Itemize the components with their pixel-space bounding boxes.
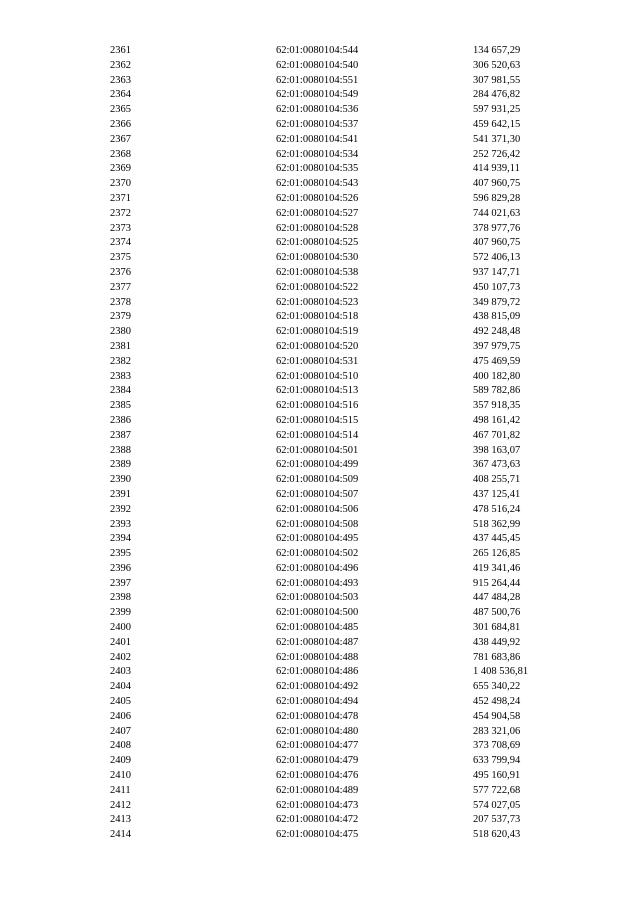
cadastral-number: 62:01:0080104:475	[276, 829, 359, 841]
table-row	[0, 532, 640, 547]
cadastral-number: 62:01:0080104:496	[276, 562, 359, 574]
cadastral-number: 62:01:0080104:537	[276, 118, 359, 130]
table-row	[0, 74, 640, 89]
cadastral-value: 1 408 536,81	[473, 666, 529, 678]
cadastral-number: 62:01:0080104:531	[276, 355, 359, 367]
row-number: 2394	[110, 533, 131, 545]
row-number: 2375	[110, 252, 131, 264]
row-number: 2382	[110, 355, 131, 367]
cadastral-value-table	[0, 44, 640, 843]
row-number: 2386	[110, 414, 131, 426]
row-number: 2383	[110, 370, 131, 382]
cadastral-value: 596 829,28	[473, 192, 521, 204]
cadastral-number: 62:01:0080104:535	[276, 163, 359, 175]
table-row	[0, 665, 640, 680]
table-row	[0, 59, 640, 74]
table-row	[0, 754, 640, 769]
cadastral-value: 459 642,15	[473, 118, 521, 130]
table-row	[0, 192, 640, 207]
cadastral-number: 62:01:0080104:501	[276, 444, 359, 456]
row-number: 2378	[110, 296, 131, 308]
row-number: 2412	[110, 799, 131, 811]
cadastral-number: 62:01:0080104:495	[276, 533, 359, 545]
table-row	[0, 577, 640, 592]
table-row	[0, 458, 640, 473]
cadastral-value: 438 449,92	[473, 636, 521, 648]
table-row	[0, 429, 640, 444]
row-number: 2403	[110, 666, 131, 678]
cadastral-number: 62:01:0080104:540	[276, 59, 359, 71]
table-row	[0, 518, 640, 533]
cadastral-number: 62:01:0080104:479	[276, 755, 359, 767]
row-number: 2371	[110, 192, 131, 204]
cadastral-number: 62:01:0080104:526	[276, 192, 359, 204]
cadastral-value: 134 657,29	[473, 45, 521, 56]
table-row	[0, 725, 640, 740]
table-row	[0, 488, 640, 503]
cadastral-value: 518 362,99	[473, 518, 521, 530]
cadastral-value: 478 516,24	[473, 503, 521, 515]
cadastral-value: 781 683,86	[473, 651, 521, 663]
cadastral-number: 62:01:0080104:503	[276, 592, 359, 604]
cadastral-value: 307 981,55	[473, 74, 521, 86]
cadastral-number: 62:01:0080104:473	[276, 799, 359, 811]
table-row	[0, 414, 640, 429]
table-row	[0, 296, 640, 311]
row-number: 2373	[110, 222, 131, 234]
row-number: 2361	[110, 45, 131, 56]
table-row	[0, 355, 640, 370]
cadastral-value: 744 021,63	[473, 207, 521, 219]
cadastral-value: 400 182,80	[473, 370, 521, 382]
cadastral-value: 915 264,44	[473, 577, 521, 589]
row-number: 2396	[110, 562, 131, 574]
cadastral-number: 62:01:0080104:516	[276, 400, 359, 412]
row-number: 2372	[110, 207, 131, 219]
cadastral-value: 301 684,81	[473, 622, 521, 634]
cadastral-value: 284 476,82	[473, 89, 521, 101]
cadastral-value: 398 163,07	[473, 444, 521, 456]
cadastral-number: 62:01:0080104:513	[276, 385, 359, 397]
cadastral-number: 62:01:0080104:472	[276, 814, 359, 826]
table-row	[0, 177, 640, 192]
row-number: 2409	[110, 755, 131, 767]
cadastral-number: 62:01:0080104:536	[276, 104, 359, 116]
cadastral-value: 438 815,09	[473, 311, 521, 323]
table-row	[0, 281, 640, 296]
table-row	[0, 340, 640, 355]
cadastral-value: 437 125,41	[473, 488, 521, 500]
cadastral-value: 487 500,76	[473, 607, 521, 619]
cadastral-value: 450 107,73	[473, 281, 521, 293]
cadastral-value: 408 255,71	[473, 474, 521, 486]
cadastral-value: 357 918,35	[473, 400, 521, 412]
cadastral-number: 62:01:0080104:528	[276, 222, 359, 234]
row-number: 2411	[110, 784, 131, 796]
cadastral-number: 62:01:0080104:538	[276, 266, 359, 278]
cadastral-number: 62:01:0080104:488	[276, 651, 359, 663]
table-row	[0, 103, 640, 118]
row-number: 2374	[110, 237, 131, 249]
row-number: 2365	[110, 104, 131, 116]
row-number: 2367	[110, 133, 131, 145]
row-number: 2377	[110, 281, 131, 293]
cadastral-number: 62:01:0080104:530	[276, 252, 359, 264]
table-row	[0, 547, 640, 562]
table-row	[0, 473, 640, 488]
row-number: 2404	[110, 681, 131, 693]
cadastral-value: 589 782,86	[473, 385, 521, 397]
row-number: 2366	[110, 118, 131, 130]
cadastral-number: 62:01:0080104:486	[276, 666, 359, 678]
table-row	[0, 680, 640, 695]
cadastral-value: 349 879,72	[473, 296, 521, 308]
row-number: 2399	[110, 607, 131, 619]
table-row	[0, 399, 640, 414]
cadastral-value: 498 161,42	[473, 414, 521, 426]
cadastral-number: 62:01:0080104:487	[276, 636, 359, 648]
row-number: 2368	[110, 148, 131, 160]
cadastral-number: 62:01:0080104:507	[276, 488, 359, 500]
row-number: 2381	[110, 340, 131, 352]
cadastral-number: 62:01:0080104:541	[276, 133, 359, 145]
row-number: 2410	[110, 770, 131, 782]
cadastral-value: 373 708,69	[473, 740, 521, 752]
cadastral-number: 62:01:0080104:525	[276, 237, 359, 249]
cadastral-number: 62:01:0080104:518	[276, 311, 359, 323]
cadastral-number: 62:01:0080104:485	[276, 622, 359, 634]
cadastral-number: 62:01:0080104:544	[276, 45, 359, 56]
table-row	[0, 162, 640, 177]
cadastral-number: 62:01:0080104:514	[276, 429, 359, 441]
cadastral-number: 62:01:0080104:477	[276, 740, 359, 752]
row-number: 2414	[110, 829, 131, 841]
row-number: 2393	[110, 518, 131, 530]
cadastral-value: 541 371,30	[473, 133, 521, 145]
row-number: 2370	[110, 178, 131, 190]
cadastral-value: 574 027,05	[473, 799, 521, 811]
table-row	[0, 118, 640, 133]
cadastral-value: 572 406,13	[473, 252, 521, 264]
table-row	[0, 769, 640, 784]
cadastral-value: 518 620,43	[473, 829, 521, 841]
row-number: 2391	[110, 488, 131, 500]
cadastral-number: 62:01:0080104:500	[276, 607, 359, 619]
table-row	[0, 236, 640, 251]
cadastral-number: 62:01:0080104:494	[276, 696, 359, 708]
cadastral-number: 62:01:0080104:551	[276, 74, 359, 86]
cadastral-value: 414 939,11	[473, 163, 520, 175]
cadastral-value: 407 960,75	[473, 237, 521, 249]
table-row	[0, 784, 640, 799]
row-number: 2406	[110, 710, 131, 722]
cadastral-number: 62:01:0080104:520	[276, 340, 359, 352]
row-number: 2387	[110, 429, 131, 441]
cadastral-number: 62:01:0080104:508	[276, 518, 359, 530]
cadastral-value: 655 340,22	[473, 681, 521, 693]
cadastral-value: 937 147,71	[473, 266, 521, 278]
table-row	[0, 44, 640, 59]
table-row	[0, 325, 640, 340]
cadastral-value: 492 248,48	[473, 326, 521, 338]
row-number: 2395	[110, 548, 131, 560]
table-row	[0, 739, 640, 754]
cadastral-value: 407 960,75	[473, 178, 521, 190]
row-number: 2376	[110, 266, 131, 278]
row-number: 2392	[110, 503, 131, 515]
table-row	[0, 384, 640, 399]
cadastral-value: 419 341,46	[473, 562, 521, 574]
cadastral-value: 452 498,24	[473, 696, 521, 708]
cadastral-value: 475 469,59	[473, 355, 521, 367]
cadastral-number: 62:01:0080104:543	[276, 178, 359, 190]
row-number: 2380	[110, 326, 131, 338]
cadastral-number: 62:01:0080104:509	[276, 474, 359, 486]
cadastral-value: 577 722,68	[473, 784, 521, 796]
table-row	[0, 813, 640, 828]
cadastral-value: 447 484,28	[473, 592, 521, 604]
table-row	[0, 606, 640, 621]
table-row	[0, 710, 640, 725]
cadastral-value: 597 931,25	[473, 104, 521, 116]
cadastral-value: 265 126,85	[473, 548, 521, 560]
row-number: 2408	[110, 740, 131, 752]
cadastral-value: 306 520,63	[473, 59, 521, 71]
table-row	[0, 251, 640, 266]
cadastral-number: 62:01:0080104:527	[276, 207, 359, 219]
table-row	[0, 636, 640, 651]
cadastral-value: 437 445,45	[473, 533, 521, 545]
table-row	[0, 222, 640, 237]
row-number: 2405	[110, 696, 131, 708]
cadastral-number: 62:01:0080104:506	[276, 503, 359, 515]
table-row	[0, 207, 640, 222]
table-row	[0, 444, 640, 459]
cadastral-number: 62:01:0080104:493	[276, 577, 359, 589]
row-number: 2362	[110, 59, 131, 71]
cadastral-value: 207 537,73	[473, 814, 521, 826]
cadastral-value: 378 977,76	[473, 222, 521, 234]
table-row	[0, 828, 640, 843]
cadastral-number: 62:01:0080104:549	[276, 89, 359, 101]
table-row	[0, 562, 640, 577]
row-number: 2400	[110, 622, 131, 634]
table-row	[0, 503, 640, 518]
row-number: 2407	[110, 725, 131, 737]
table-row	[0, 695, 640, 710]
row-number: 2363	[110, 74, 131, 86]
cadastral-value: 367 473,63	[473, 459, 521, 471]
cadastral-number: 62:01:0080104:492	[276, 681, 359, 693]
row-number: 2379	[110, 311, 131, 323]
table-row	[0, 621, 640, 636]
cadastral-value: 633 799,94	[473, 755, 521, 767]
row-number: 2398	[110, 592, 131, 604]
cadastral-number: 62:01:0080104:502	[276, 548, 359, 560]
cadastral-number: 62:01:0080104:489	[276, 784, 359, 796]
cadastral-value: 454 904,58	[473, 710, 521, 722]
row-number: 2385	[110, 400, 131, 412]
table-row	[0, 799, 640, 814]
cadastral-number: 62:01:0080104:478	[276, 710, 359, 722]
cadastral-number: 62:01:0080104:522	[276, 281, 359, 293]
cadastral-number: 62:01:0080104:510	[276, 370, 359, 382]
cadastral-number: 62:01:0080104:515	[276, 414, 359, 426]
table-row	[0, 591, 640, 606]
row-number: 2401	[110, 636, 131, 648]
cadastral-number: 62:01:0080104:519	[276, 326, 359, 338]
table-row	[0, 148, 640, 163]
cadastral-value: 252 726,42	[473, 148, 521, 160]
table-row	[0, 651, 640, 666]
cadastral-value: 283 321,06	[473, 725, 521, 737]
row-number: 2402	[110, 651, 131, 663]
row-number: 2369	[110, 163, 131, 175]
row-number: 2413	[110, 814, 131, 826]
cadastral-value: 467 701,82	[473, 429, 521, 441]
row-number: 2397	[110, 577, 131, 589]
cadastral-value: 397 979,75	[473, 340, 521, 352]
row-number: 2364	[110, 89, 131, 101]
table-row	[0, 370, 640, 385]
cadastral-number: 62:01:0080104:476	[276, 770, 359, 782]
cadastral-value: 495 160,91	[473, 770, 521, 782]
row-number: 2390	[110, 474, 131, 486]
row-number: 2384	[110, 385, 131, 397]
row-number: 2388	[110, 444, 131, 456]
cadastral-number: 62:01:0080104:534	[276, 148, 359, 160]
table-row	[0, 266, 640, 281]
cadastral-number: 62:01:0080104:499	[276, 459, 359, 471]
table-row	[0, 133, 640, 148]
table-row	[0, 310, 640, 325]
cadastral-number: 62:01:0080104:523	[276, 296, 359, 308]
table-row	[0, 88, 640, 103]
row-number: 2389	[110, 459, 131, 471]
cadastral-number: 62:01:0080104:480	[276, 725, 359, 737]
